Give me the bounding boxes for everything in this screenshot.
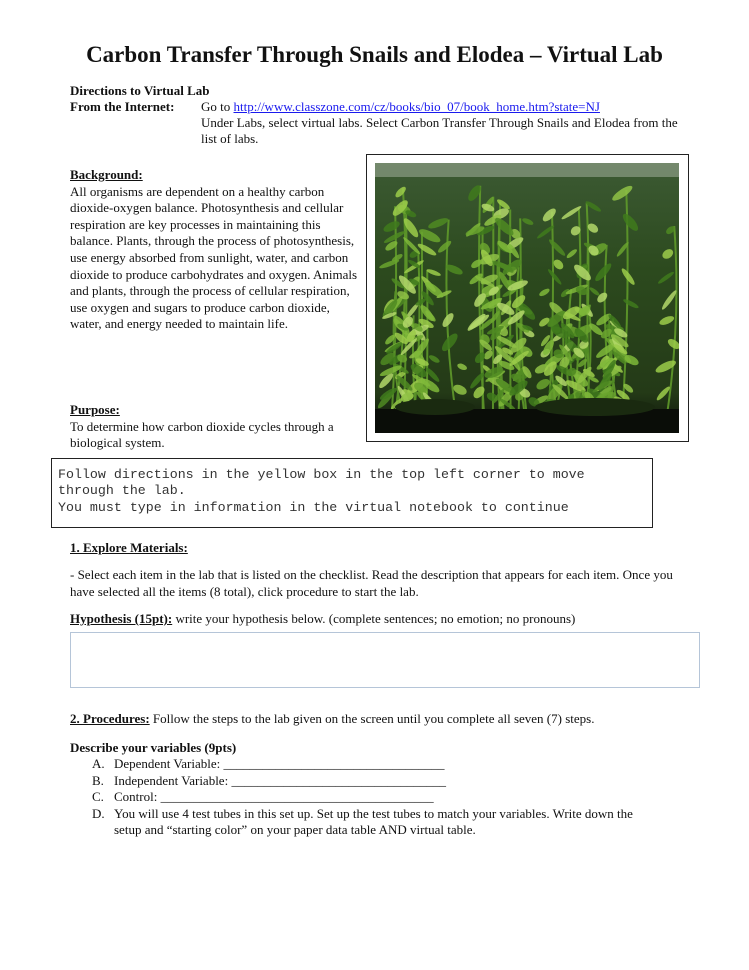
variable-text: Control: __________________________________________ xyxy=(114,789,434,805)
hypothesis-answer-box[interactable] xyxy=(70,632,700,688)
purpose-text: To determine how carbon dioxide cycles through a biological system. xyxy=(70,418,334,451)
variable-letter: C. xyxy=(92,789,104,805)
variable-letter: A. xyxy=(92,756,105,771)
variable-text: Dependent Variable: __________________________________ xyxy=(114,756,445,771)
hypothesis-instructions: write your hypothesis below. (complete sentences; no emotion; no pronouns) xyxy=(172,611,576,626)
variables-heading: Describe your variables (9pts) xyxy=(70,740,237,755)
hypothesis-label: Hypothesis (15pt): xyxy=(70,611,173,626)
directions-row xyxy=(70,99,690,147)
variable-item xyxy=(92,773,662,790)
goto-prefix: Go to xyxy=(201,99,234,114)
variable-item xyxy=(92,789,662,806)
classzone-link[interactable]: http://www.classzone.com/cz/books/bio_07/book_home.htm?state=NJ xyxy=(233,99,600,114)
page-title: Carbon Transfer Through Snails and Elodea – Virtual Lab xyxy=(86,42,663,67)
explore-text: - Select each item in the lab that is listed on the checklist. Read the description that appears for each item. Once you have selected all the items (8 total), click procedure to start the lab. xyxy=(70,567,673,599)
aquarium-plants-image xyxy=(375,163,679,433)
directions-label: From the Internet: xyxy=(70,99,175,114)
instructions-note-box xyxy=(51,458,653,528)
background-text: All organisms are dependent on a healthy carbon dioxide-oxygen balance. Photosynthesis and cellular respiration are key processes in maintaining this balance. Plants, through the process of photosynthesis, use energy absorbed from sunlight, water, and carbon dioxide to produce carbohydrates and oxygen. Animals and plants, through the process of cellular respiration, use oxygen and sugars to produce carbon dioxide, water, and energy needed to maintain life. xyxy=(70,183,358,332)
background-heading: Background: xyxy=(70,167,143,182)
aquarium-photo-frame xyxy=(366,154,689,442)
purpose-heading: Purpose: xyxy=(70,402,120,417)
variable-text: You will use 4 test tubes in this set up. Set up the test tubes to match your variables. Write down the setup and “starting color” on your paper data table AND virtual table. xyxy=(114,805,633,838)
variable-letter: B. xyxy=(92,772,104,788)
hypothesis-prompt xyxy=(70,611,710,627)
variable-item xyxy=(92,806,662,839)
background-section xyxy=(70,167,360,333)
procedures-prompt xyxy=(70,711,730,727)
note-line-2: through the lab. xyxy=(58,483,186,499)
purpose-section xyxy=(70,402,360,452)
variable-text: Independent Variable: _________________________________ xyxy=(114,772,446,788)
directions-section xyxy=(70,83,690,147)
variable-letter: D. xyxy=(92,805,105,821)
directions-heading: Directions to Virtual Lab xyxy=(70,83,210,98)
note-line-3: You must type in information in the virtual notebook to continue xyxy=(58,499,569,515)
variable-item xyxy=(92,756,662,773)
note-line-1: Follow directions in the yellow box in the top left corner to move xyxy=(58,467,585,482)
procedures-label: 2. Procedures: xyxy=(70,711,150,726)
procedures-text: Follow the steps to the lab given on the screen until you complete all seven (7) steps. xyxy=(149,711,595,726)
variables-list xyxy=(92,756,662,839)
directions-text xyxy=(201,99,690,147)
explore-heading: 1. Explore Materials: xyxy=(70,540,188,555)
directions-instructions: Under Labs, select virtual labs. Select Carbon Transfer Through Snails and Elodea from the list of labs. xyxy=(201,115,678,146)
